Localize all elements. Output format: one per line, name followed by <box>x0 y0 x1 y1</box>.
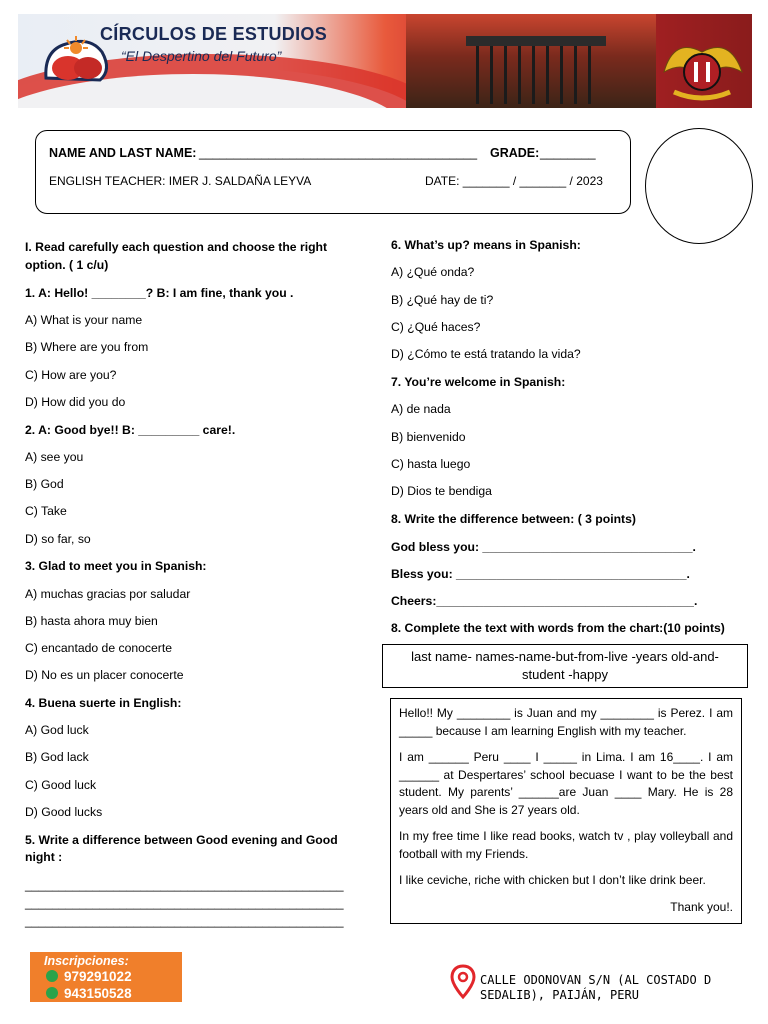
thanks-text: Thank you!. <box>670 899 733 914</box>
school-photo <box>406 14 656 108</box>
option-1c[interactable]: C) How are you? <box>25 368 117 382</box>
question-5-line-2: night : <box>25 850 63 864</box>
option-3d[interactable]: D) No es un placer conocerte <box>25 668 184 682</box>
option-7b[interactable]: B) bienvenido <box>391 430 466 444</box>
answer-line-god-bless-you[interactable]: God bless you: _______________________________. <box>391 540 696 554</box>
word-chart-line-1: last name- names-name-but-from-live -years old-and- <box>411 649 719 664</box>
question-2: 2. A: Good bye!! B: _________ care!. <box>25 423 236 437</box>
name-label: NAME AND LAST NAME: <box>49 146 197 160</box>
word-chart <box>382 644 748 688</box>
paragraph-4: I like ceviche, riche with chicken but I don’t like drink beer. <box>399 873 706 887</box>
banner-subtitle: “El Despertino del Futuro” <box>121 48 282 64</box>
answer-line-cheers[interactable]: Cheers:______________________________________. <box>391 594 698 608</box>
name-field[interactable]: ________________________________________ <box>199 146 478 160</box>
phone-1-number: 979291022 <box>64 969 132 984</box>
paragraph-3: In my free time I like read books, watch tv , play volleyball and football with my Friends. <box>399 829 733 861</box>
answer-line-bless-you[interactable]: Bless you: __________________________________. <box>391 567 690 581</box>
question-8-complete: 8. Complete the text with words from the chart:(10 points) <box>391 621 725 635</box>
answer-line-5-3[interactable]: _______________________________________________ <box>25 914 344 928</box>
option-7d[interactable]: D) Dios te bendiga <box>391 484 492 498</box>
registration-title: Inscripciones: <box>44 954 129 968</box>
option-3c[interactable]: C) encantado de conocerte <box>25 641 173 655</box>
option-4a[interactable]: A) God luck <box>25 723 89 737</box>
option-2c[interactable]: C) Take <box>25 504 67 518</box>
question-1: 1. A: Hello! ________? B: I am fine, thank you . <box>25 286 294 300</box>
phone-2-number: 943150528 <box>64 986 132 1001</box>
address-line-2: SEDALIB), PAIJÁN, PERU <box>480 988 639 1002</box>
banner-title: CÍRCULOS DE ESTUDIOS <box>100 24 328 44</box>
question-8: 8. Write the difference between: ( 3 points) <box>391 512 636 526</box>
paragraph-1: Hello!! My ________ is Juan and my ________ is Perez. I am _____ because I am learning English with my teacher. <box>399 706 733 738</box>
option-4d[interactable]: D) Good lucks <box>25 805 103 819</box>
instructions-line-2: option. ( 1 c/u) <box>25 258 109 272</box>
answer-line-5-1[interactable]: _______________________________________________ <box>25 878 344 892</box>
option-7c[interactable]: C) hasta luego <box>391 457 471 471</box>
answer-line-5-2[interactable]: _______________________________________________ <box>25 896 344 910</box>
photo-circle <box>645 128 753 244</box>
option-4c[interactable]: C) Good luck <box>25 778 97 792</box>
phone-1 <box>46 969 132 984</box>
option-4b[interactable]: B) God lack <box>25 750 89 764</box>
address-line-1: CALLE ODONOVAN S/N (AL COSTADO D <box>480 973 712 987</box>
option-3a[interactable]: A) muchas gracias por saludar <box>25 587 191 601</box>
option-2a[interactable]: A) see you <box>25 450 84 464</box>
location-pin-icon <box>450 964 476 1000</box>
date-field[interactable]: DATE: _______ / _______ / 2023 <box>425 174 603 188</box>
question-5-line-1: 5. Write a difference between Good evening and Good <box>25 833 338 847</box>
school-crest-icon <box>654 32 752 108</box>
option-2d[interactable]: D) so far, so <box>25 532 91 546</box>
option-6c[interactable]: C) ¿Qué haces? <box>391 320 481 334</box>
option-1a[interactable]: A) What is your name <box>25 313 143 327</box>
grade-label: GRADE: <box>490 146 540 160</box>
question-4: 4. Buena suerte in English: <box>25 696 182 710</box>
option-2b[interactable]: B) God <box>25 477 64 491</box>
option-1d[interactable]: D) How did you do <box>25 395 126 409</box>
option-3b[interactable]: B) hasta ahora muy bien <box>25 614 158 628</box>
whatsapp-icon <box>46 987 58 999</box>
option-6d[interactable]: D) ¿Cómo te está tratando la vida? <box>391 347 581 361</box>
question-3: 3. Glad to meet you in Spanish: <box>25 559 207 573</box>
option-7a[interactable]: A) de nada <box>391 402 451 416</box>
question-6: 6. What’s up? means in Spanish: <box>391 238 581 252</box>
option-6a[interactable]: A) ¿Qué onda? <box>391 265 475 279</box>
question-7: 7. You’re welcome in Spanish: <box>391 375 566 389</box>
teacher-label: ENGLISH TEACHER: IMER J. SALDAÑA LEYVA <box>49 174 312 188</box>
phone-2 <box>46 986 132 1001</box>
word-chart-line-2: student -happy <box>521 667 608 682</box>
option-6b[interactable]: B) ¿Qué hay de ti? <box>391 293 494 307</box>
instructions-line-1: I. Read carefully each question and choose the right <box>25 240 328 254</box>
grade-field[interactable]: ________ <box>540 146 596 160</box>
option-1b[interactable]: B) Where are you from <box>25 340 149 354</box>
student-info-box <box>35 130 631 214</box>
fill-in-text-box <box>390 698 742 924</box>
whatsapp-icon <box>46 970 58 982</box>
paragraph-2: I am ______ Peru ____ I _____ in Lima. I am 16____. I am ______ at Despertares’ school becuase I want to be the best student. My parents’ ______are Juan ____ Mary. He is 28 years old and She is 27 years old. <box>399 750 733 817</box>
